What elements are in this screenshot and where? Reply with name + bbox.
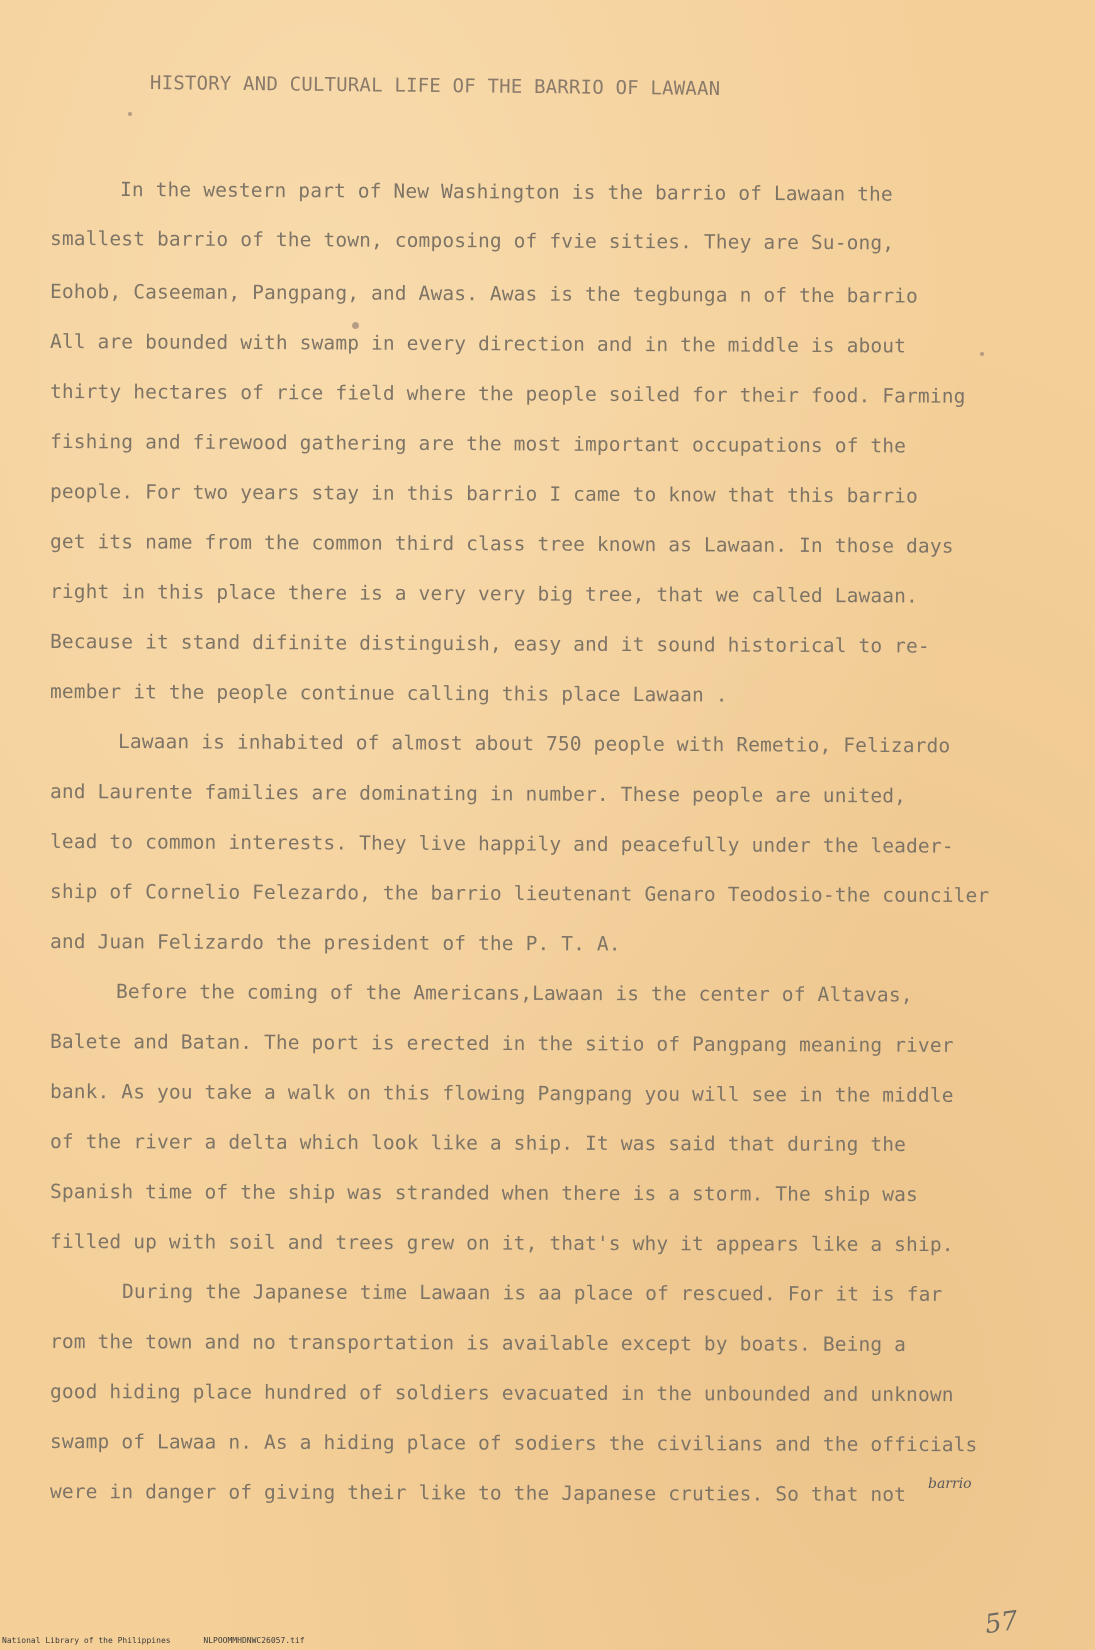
text-line: get its name from the common third class tree known as Lawaan. In those days	[49, 530, 954, 558]
text-line: Eohob, Caseeman, Pangpang, and Awas. Awas is the tegbunga n of the barrio	[49, 280, 919, 308]
text-line: Balete and Batan. The port is erected in the sitio of Pangpang meaning river	[49, 1030, 954, 1057]
text-line: were in danger of giving their like to the Japanese cruties. So that not	[49, 1480, 907, 1506]
paper-speck	[980, 352, 984, 356]
text-line: lead to common interests. They live happily and peacefully under the leader-	[49, 830, 954, 858]
text-line: In the western part of New Washington is the barrio of Lawaan the	[119, 178, 893, 206]
text-line: filled up with soil and trees grew on it, that's why it appears like a ship.	[49, 1230, 954, 1257]
handwritten-annotation: barrio	[928, 1476, 972, 1492]
text-line: fishing and firewood gathering are the most important occupations of the	[49, 430, 907, 458]
scan-file-code: NLPOOMMHDNWC26057.tif	[203, 1636, 305, 1645]
scan-footer	[2, 1636, 305, 1645]
text-line: All are bounded with swamp in every direction and in the middle is about	[49, 330, 907, 358]
text-line: and Laurente families are dominating in number. These people are united,	[49, 780, 907, 808]
page-number: 57	[983, 1605, 1021, 1641]
text-line: smallest barrio of the town, composing of fvie sities. They are Su-ong,	[49, 227, 895, 255]
text-line: swamp of Lawaa n. As a hiding place of sodiers the civilians and the officials	[49, 1430, 978, 1457]
text-line: people. For two years stay in this barrio I came to know that this barrio	[49, 480, 919, 508]
text-line: bank. As you take a walk on this flowing Pangpang you will see in the middle	[49, 1080, 954, 1107]
text-line: member it the people continue calling this place Lawaan .	[49, 680, 728, 707]
text-line: thirty hectares of rice field where the people soiled for their food. Farming	[49, 380, 966, 408]
text-line: Before the coming of the Americans,Lawaan is the center of Altavas,	[115, 980, 913, 1007]
document-title: HISTORY AND CULTURAL LIFE OF THE BARRIO OF LAWAAN	[149, 72, 721, 100]
paper-speck	[128, 112, 132, 116]
paper-speck	[352, 322, 359, 329]
text-line: Spanish time of the ship was stranded when there is a storm. The ship was	[49, 1180, 919, 1207]
text-line: and Juan Felizardo the president of the P. T. A.	[49, 930, 621, 956]
text-line: right in this place there is a very very big tree, that we called Lawaan.	[49, 580, 919, 608]
text-line: rom the town and no transportation is available except by boats. Being a	[49, 1330, 907, 1356]
text-line: Because it stand difinite distinguish, easy and it sound historical to re-	[49, 630, 930, 658]
library-credit: National Library of the Philippines	[2, 1636, 171, 1645]
text-line: of the river a delta which look like a ship. It was said that during the	[49, 1130, 907, 1156]
text-line: good hiding place hundred of soldiers evacuated in the unbounded and unknown	[49, 1380, 954, 1407]
text-line: Lawaan is inhabited of almost about 750 people with Remetio, Felizardo	[117, 730, 951, 758]
text-line: ship of Cornelio Felezardo, the barrio lieutenant Genaro Teodosio-the counciler	[49, 880, 990, 908]
text-line: During the Japanese time Lawaan is aa place of rescued. For it is far	[121, 1280, 943, 1306]
